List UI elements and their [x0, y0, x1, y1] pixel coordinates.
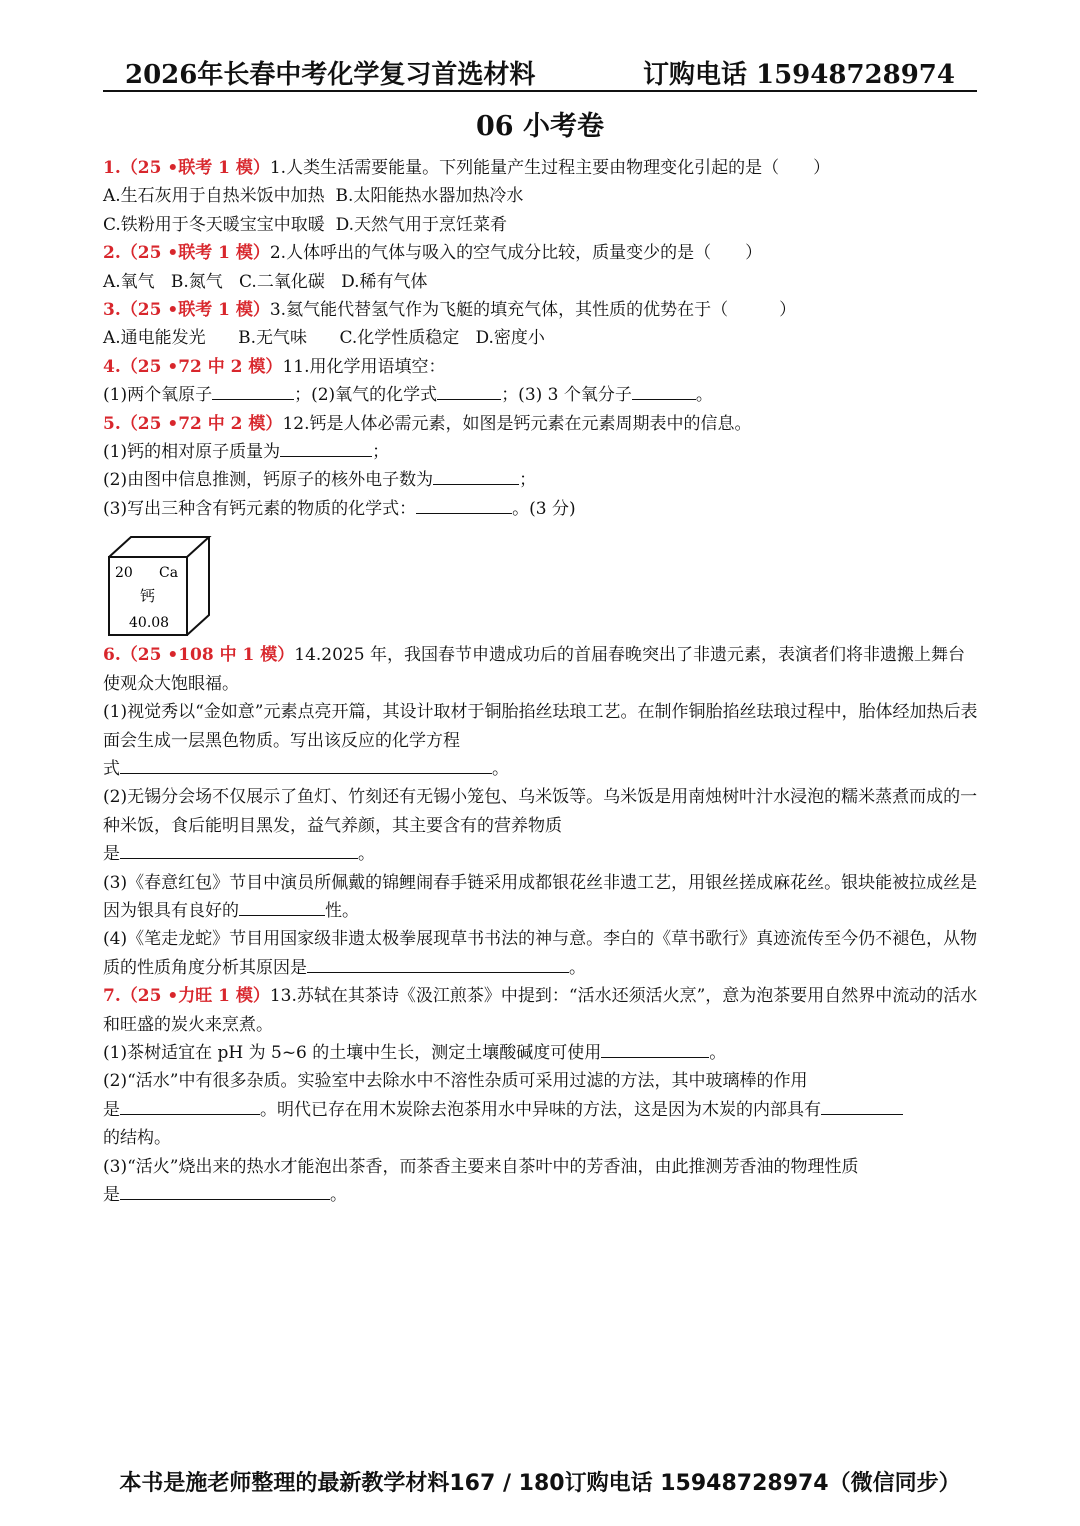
question-source: 2.（25 •联考 1 模） [103, 243, 270, 264]
fill-end: 。 [569, 957, 586, 978]
question-stem: 12.钙是人体必需元素，如图是钙元素在元素周期表中的信息。 [282, 413, 752, 434]
atomic-mass: 40.08 [129, 615, 170, 632]
options-row [103, 211, 978, 239]
sub-question-text: (4)《笔走龙蛇》节目用国家级非遗太极拳展现草书书法的神与意。李白的《草书歌行》真迹流传至今仍不褪色，从物质的性质角度分析其原因是 [103, 929, 978, 978]
fill-row [103, 1039, 978, 1067]
element-cube [107, 535, 217, 637]
options-row [103, 268, 978, 296]
fill-prompt: ；(2)氧气的化学式 [294, 385, 438, 406]
question-2 [103, 239, 978, 267]
header-phone: 订购电话 15948728974 [642, 60, 955, 90]
sub-question [103, 925, 978, 982]
question-source: 4.（25 •72 中 2 模） [103, 356, 283, 377]
fill-end: 。 [358, 844, 375, 865]
sub-question [103, 1153, 978, 1181]
sub-question-text: (3)“活火”烧出来的热水才能泡出茶香，而茶香主要来自茶叶中的芳香油，由此推测芳香油的物理性质 [103, 1156, 859, 1177]
fill-end: 。(3 分) [512, 498, 576, 519]
fill-prompt: 式 [103, 758, 120, 779]
answer-blank[interactable] [120, 1096, 260, 1115]
element-figure [103, 523, 978, 641]
answer-blank[interactable] [601, 1039, 709, 1058]
option-c: C.化学性质稳定 [339, 328, 460, 349]
option-c: C.铁粉用于冬天暖宝宝中取暖 [103, 214, 325, 235]
fill-end: ； [519, 470, 537, 491]
sub-question [103, 869, 978, 926]
sub-question [103, 698, 978, 755]
answer-blank[interactable] [433, 466, 519, 485]
fill-prompt: (1)两个氧原子 [103, 385, 213, 406]
fill-end: 的结构。 [103, 1128, 171, 1149]
header-title: 2026年长春中考化学复习首选材料 [125, 60, 536, 90]
question-stem: 1.人类生活需要能量。下列能量产生过程主要由物理变化引起的是（ ） [269, 158, 831, 178]
answer-blank[interactable] [632, 381, 696, 400]
answer-blank[interactable] [120, 755, 492, 774]
sub-question-text: (2)“活水”中有很多杂质。实验室中去除水中不溶性杂质可采用过滤的方法，其中玻璃棒的作用 [103, 1071, 808, 1092]
fill-prompt: (1)茶树适宜在 pH 为 5~6 的土壤中生长，测定土壤酸碱度可使用 [103, 1042, 602, 1063]
fill-end: 。 [330, 1185, 347, 1205]
fill-row [103, 438, 978, 466]
fill-prompt: 是 [103, 1099, 120, 1120]
question-7 [103, 982, 978, 1039]
question-source: 5.（25 •72 中 2 模） [103, 413, 283, 434]
question-6 [103, 641, 978, 698]
fill-prompt: 是 [103, 1185, 120, 1205]
option-a: A.通电能发光 [103, 328, 206, 349]
option-a: A.生石灰用于自热米饭中加热 [103, 186, 325, 207]
option-d: D.稀有气体 [341, 271, 428, 292]
question-source: 1.（25 •联考 1 模） [103, 158, 270, 178]
question-5 [103, 410, 978, 438]
answer-blank[interactable] [120, 840, 358, 859]
fill-end: 。 [492, 758, 509, 779]
sub-question-text: (2)无锡分会场不仅展示了鱼灯、竹刻还有无锡小笼包、乌米饭等。乌米饭是用南烛树叶汁水浸泡的糯米蒸煮而成的一种米饭，食后能明目黑发，益气养颜，其主要含有的营养物质 [103, 787, 978, 836]
question-source: 7.（25 •力旺 1 模） [103, 986, 270, 1007]
options-row [103, 182, 978, 210]
answer-blank[interactable] [821, 1096, 903, 1115]
sub-question-text: (3)《春意红包》节目中演员所佩戴的锦鲤闹春手链采用成都银花丝非遗工艺，用银丝搓成麻花丝。银块能被拉成丝是因为银具有良好的 [103, 872, 978, 921]
question-1 [103, 154, 978, 182]
options-row [103, 324, 978, 352]
question-3 [103, 296, 978, 324]
fill-row [103, 1124, 978, 1152]
sub-question [103, 783, 978, 840]
fill-prompt: 。明代已存在用木炭除去泡茶用水中异味的方法，这是因为木炭的内部具有 [260, 1099, 821, 1120]
fill-end: 。 [695, 385, 713, 406]
option-a: A.氧气 [103, 271, 155, 292]
fill-end: 性。 [325, 900, 359, 921]
option-c: C.二氧化碳 [239, 271, 325, 292]
fill-row [103, 466, 978, 494]
answer-blank[interactable] [307, 954, 569, 973]
question-4 [103, 353, 978, 381]
question-stem: 11.用化学用语填空： [282, 356, 446, 377]
fill-prompt: (3)写出三种含有钙元素的物质的化学式： [103, 498, 417, 519]
question-source: 6.（25 •108 中 1 模） [103, 645, 295, 666]
answer-blank[interactable] [416, 495, 512, 514]
fill-prompt: (2)由图中信息推测，钙原子的核外电子数为 [103, 470, 434, 491]
fill-end: ； [372, 442, 390, 463]
fill-prompt: 是 [103, 844, 120, 865]
option-d: D.密度小 [475, 328, 545, 349]
sub-question [103, 1067, 978, 1095]
element-symbol: Ca [159, 565, 179, 582]
question-list [103, 154, 978, 1209]
question-stem: 13.苏轼在其茶诗《汲江煎茶》中提到：“活水还须活火烹”，意为泡茶要用自然界中流动的活水和旺盛的炭火来烹煮。 [103, 986, 978, 1035]
page-footer: 本书是施老师整理的最新教学材料167 / 180订购电话 15948728974（微信同步） [119, 1471, 961, 1496]
page-title: 06 小考卷 [476, 111, 604, 142]
element-name: 钙 [140, 587, 156, 606]
question-stem: 2.人体呼出的气体与吸入的空气成分比较，质量变少的是（ ） [269, 243, 763, 264]
answer-blank[interactable] [212, 381, 294, 400]
fill-row [103, 495, 978, 523]
question-stem: 14.2025 年，我国春节申遗成功后的首届春晚突出了非遗元素，表演者们将非遗搬上舞台使观众大饱眼福。 [103, 645, 965, 694]
fill-end: 。 [709, 1042, 727, 1063]
question-source: 3.（25 •联考 1 模） [103, 300, 270, 321]
option-b: B.太阳能热水器加热冷水 [335, 186, 524, 207]
option-d: D.天然气用于烹饪菜肴 [335, 214, 508, 235]
answer-blank[interactable] [280, 438, 372, 457]
option-b: B.氮气 [170, 271, 223, 292]
atomic-number: 20 [115, 565, 133, 582]
fill-row [103, 840, 978, 868]
fill-row [103, 381, 978, 409]
page-header [103, 52, 977, 92]
answer-blank[interactable] [120, 1181, 330, 1200]
answer-blank[interactable] [239, 897, 325, 916]
answer-blank[interactable] [437, 381, 501, 400]
option-b: B.无气味 [238, 328, 308, 349]
fill-prompt: ；(3) 3 个氧分子 [501, 385, 632, 406]
sub-question-text: (1)视觉秀以“金如意”元素点亮开篇，其设计取材于铜胎掐丝珐琅工艺。在制作铜胎掐丝珐琅过程中，胎体经加热后表面会生成一层黑色物质。写出该反应的化学方程 [103, 702, 978, 751]
fill-prompt: (1)钙的相对原子质量为 [103, 442, 281, 463]
fill-row [103, 1181, 978, 1209]
fill-row [103, 1096, 978, 1124]
question-stem: 3.氦气能代替氢气作为飞艇的填充气体，其性质的优势在于（ ） [269, 300, 797, 321]
fill-row [103, 755, 978, 783]
